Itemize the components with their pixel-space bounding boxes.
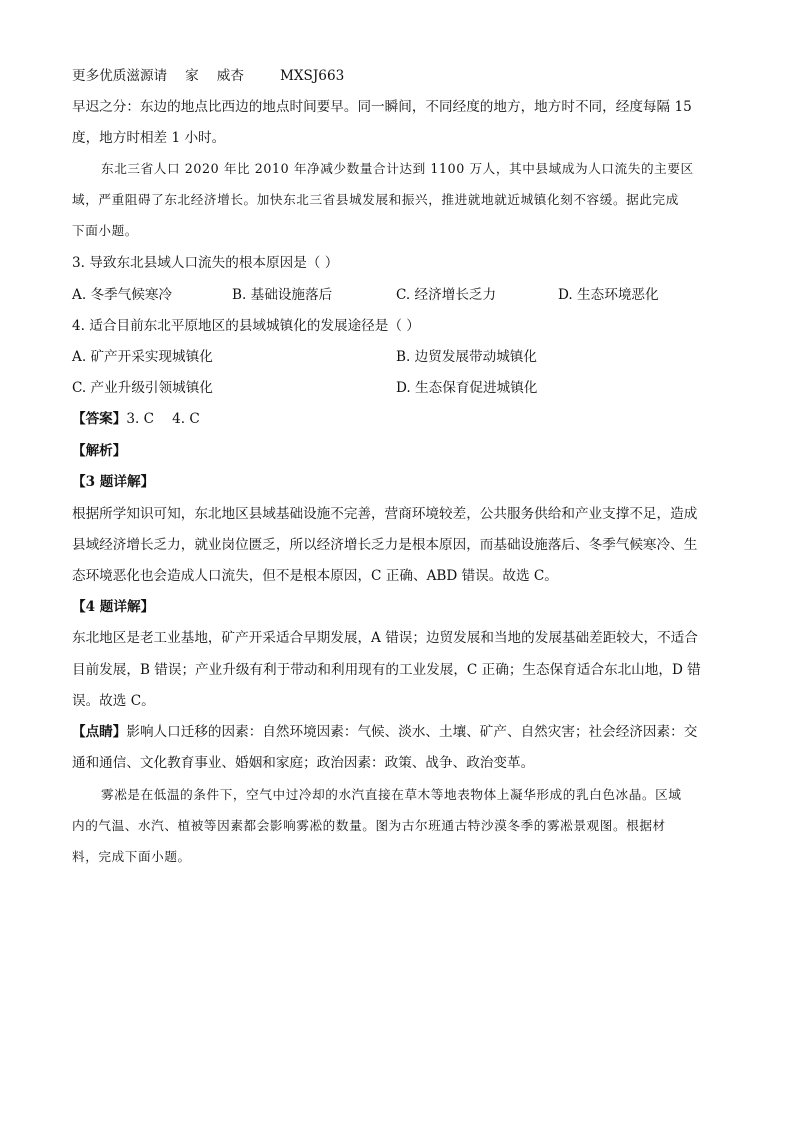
detail-4-label: 【4 题详解】 bbox=[72, 599, 155, 615]
question-3-stem: 3. 导致东北县域人口流失的根本原因是（ ） bbox=[72, 255, 339, 271]
answer-label: 【答案】 bbox=[72, 411, 127, 427]
material2-line-2: 内的气温、水汽、植被等因素都会影响雾凇的数量。图为古尔班通古特沙漠冬季的雾凇景观图。根据材 bbox=[72, 818, 666, 833]
detail-3-line-2: 县域经济增长乏力，就业岗位匮乏，所以经济增长乏力是根本原因，而基础设施落后、冬季气候寒冷、生 bbox=[72, 537, 698, 553]
material1-line-2: 域，严重阻碍了东北经济增长。加快东北三省县城发展和振兴，推进就地就近城镇化刻不容缓。据此完成 bbox=[72, 192, 679, 207]
question-3-option-c: C. 经济增长乏力 bbox=[396, 287, 497, 303]
answer-4: 4. C bbox=[172, 411, 200, 427]
promo-code: MXSJ663 bbox=[279, 68, 345, 84]
detail-3-line-3: 态环境恶化也会造成人口流失，但不是根本原因，C 正确、ABD 错误。故选 C。 bbox=[72, 568, 558, 584]
material1-line-1: 东北三省人口 2020 年比 2010 年净减少数量合计达到 1100 万人，其中县域成为人口流失的主要区 bbox=[101, 161, 694, 176]
tip-text-1: 影响人口迁移的因素：自然环境因素：气候、淡水、土壤、矿产、自然灾害；社会经济因素：交 bbox=[126, 724, 698, 740]
tip-line-1 bbox=[72, 722, 697, 742]
question-3-option-d: D. 生态环境恶化 bbox=[558, 287, 659, 303]
detail-4-line-3: 误。故选 C。 bbox=[72, 693, 155, 709]
intro-line-1: 早迟之分：东边的地点比西边的地点时间要早。同一瞬间，不同经度的地方，地方时不同，经度每隔 15 bbox=[72, 99, 692, 115]
question-4-option-c: C. 产业升级引领城镇化 bbox=[72, 380, 213, 396]
material2-line-3: 料，完成下面小题。 bbox=[72, 849, 191, 864]
answer-3: 3. C bbox=[126, 411, 155, 427]
detail-4-line-2: 目前发展，B 错误；产业升级有利于带动和利用现有的工业发展，C 正确；生态保育适合东北山地，D 错 bbox=[72, 662, 701, 678]
answer-line bbox=[72, 409, 200, 429]
material2-line-1: 雾凇是在低温的条件下，空气中过冷却的水汽直接在草木等地表物体上凝华形成的乳白色冰晶。区域 bbox=[101, 787, 682, 802]
detail-3-label: 【3 题详解】 bbox=[72, 474, 155, 490]
question-4-option-d: D. 生态保育促进城镇化 bbox=[396, 380, 538, 396]
detail-4-line-1: 东北地区是老工业基地，矿产开采适合早期发展，A 错误；边贸发展和当地的发展基础差距较大，不适合 bbox=[72, 630, 698, 646]
promo-text-2: 家 bbox=[185, 68, 199, 84]
question-4-stem: 4. 适合目前东北平原地区的县域城镇化的发展途径是（ ） bbox=[72, 318, 420, 334]
question-4-option-a: A. 矿产开采实现城镇化 bbox=[72, 349, 213, 365]
question-4-option-b: B. 边贸发展带动城镇化 bbox=[396, 349, 537, 365]
material1-line-3: 下面小题。 bbox=[72, 223, 138, 238]
detail-3-line-1: 根据所学知识可知，东北地区县域基础设施不完善，营商环境较差，公共服务供给和产业支撑不足，造成 bbox=[72, 506, 698, 522]
promo-text: 更多优质滋源请 bbox=[72, 68, 168, 84]
question-3-option-b: B. 基础设施落后 bbox=[232, 287, 333, 303]
question-3-option-a: A. 冬季气候寒冷 bbox=[72, 287, 173, 303]
promo-line bbox=[72, 66, 344, 86]
analysis-label: 【解析】 bbox=[72, 443, 127, 459]
intro-line-2: 度，地方时相差 1 小时。 bbox=[72, 130, 226, 146]
promo-text-3: 威杏 bbox=[216, 68, 244, 84]
tip-label: 【点睛】 bbox=[72, 724, 127, 740]
tip-line-2: 通和通信、文化教育事业、婚姻和家庭；政治因素：政策、战争、政治变革。 bbox=[72, 755, 535, 771]
